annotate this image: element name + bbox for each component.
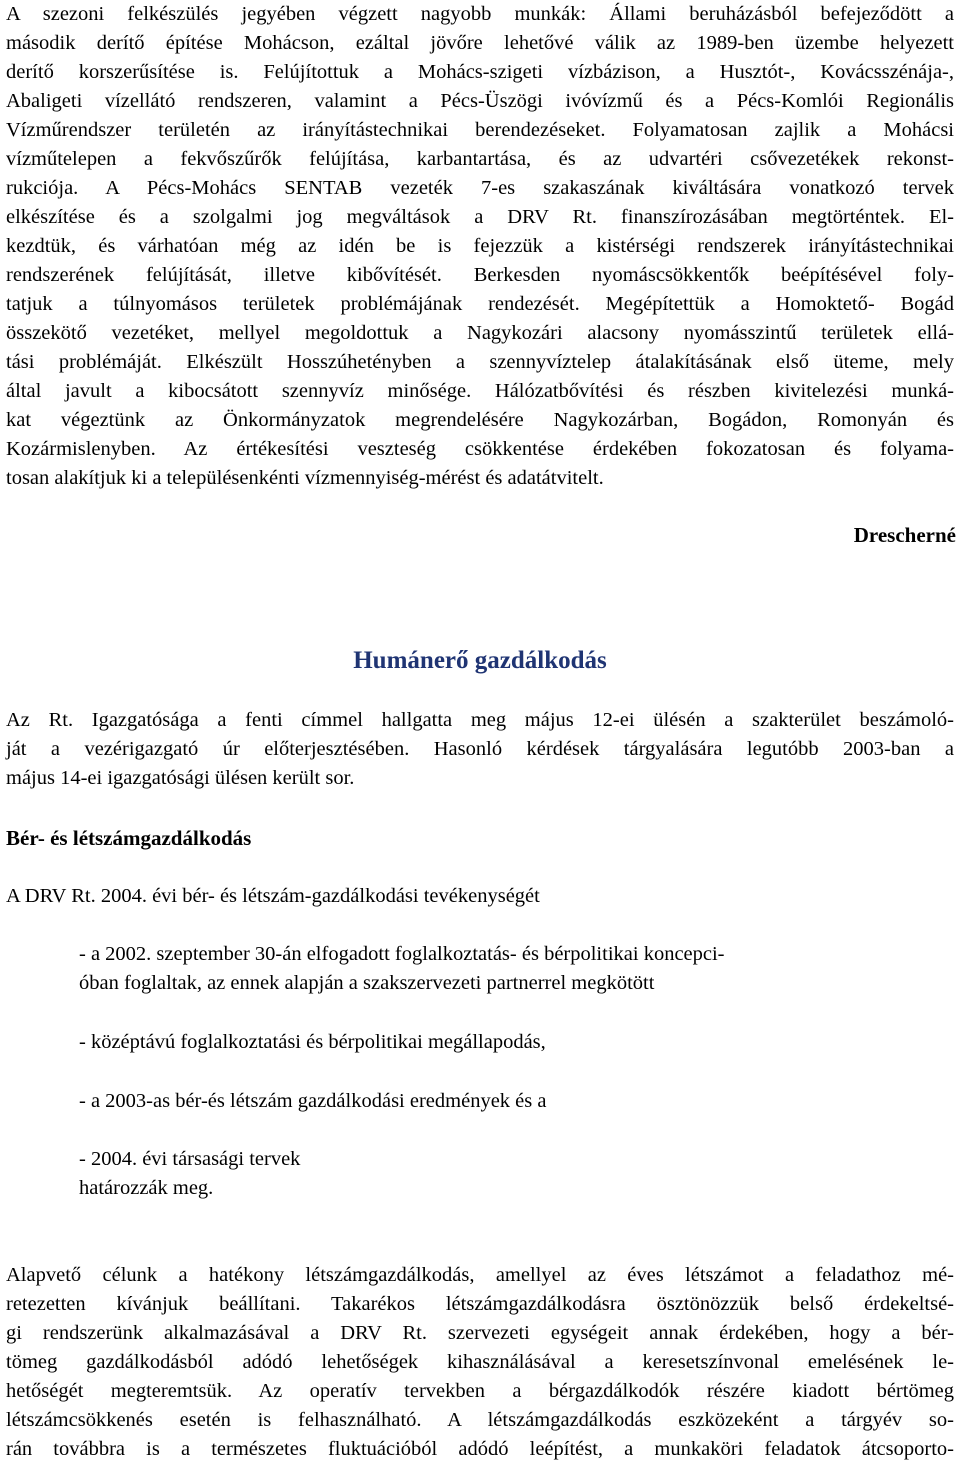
- text-line: rán továbbra is a természetes fluktuációból adódó leépítést, a munkaköri feladatok átcsoporto-: [6, 1438, 954, 1460]
- list-item-continuation: óban foglaltak, az ennek alapján a szakszervezeti partnerrel megkötött: [79, 972, 655, 994]
- subheading: Bér- és létszámgazdálkodás: [6, 826, 252, 850]
- paragraph-board-hearing: [6, 706, 954, 793]
- text-line: tási problémáját. Elkészült Hosszúhetényben a szennyvíztelep átalakításának első üteme, mely: [6, 351, 954, 373]
- text-line: rendszerének felújítását, illetve kibővítését. Berkesden nyomáscsökkentők beépítésével foly-: [6, 264, 954, 286]
- text-line: hetőségét megteremtsük. Az operatív tervekben a bérgazdálkodók részére kiadott bértömeg: [6, 1380, 954, 1402]
- list-item: - a 2002. szeptember 30-án elfogadott foglalkoztatás- és bérpolitikai koncepci-: [79, 943, 725, 965]
- list-item: - 2004. évi társasági tervek: [79, 1148, 301, 1170]
- text-line: által javult a kibocsátott szennyvíz minősége. Hálózatbővítési és részben kivitelezési munká-: [6, 380, 954, 402]
- text-line: tömeg gazdálkodásból adódó lehetőségek kihasználásával a keresetszínvonal emelésének le-: [6, 1351, 954, 1373]
- text-line: ját a vezérigazgató úr előterjesztésében. Hasonló kérdések tárgyalására legutóbb 2003-ban a: [6, 738, 954, 760]
- text-line: Az Rt. Igazgatósága a fenti címmel hallgatta meg május 12-ei ülésén a szakterület beszámoló-: [6, 709, 954, 731]
- list-item: - középtávú foglalkoztatási és bérpolitikai megállapodás,: [79, 1031, 546, 1053]
- text-line: rukciója. A Pécs-Mohács SENTAB vezeték 7-es szakaszának kiváltására vonatkozó tervek: [6, 177, 954, 199]
- text-line: kat végeztünk az Önkormányzatok megrendelésére Nagykozárban, Bogádon, Romonyán és: [6, 409, 954, 431]
- text-line: második derítő építése Mohácson, ezáltal jövőre lehetővé válik az 1989-ben üzembe helyezett: [6, 32, 954, 54]
- list-item: - a 2003-as bér-és létszám gazdálkodási eredmények és a: [79, 1090, 547, 1112]
- text-line: május 14-ei igazgatósági ülésen került sor.: [6, 767, 355, 789]
- text-line: létszámcsökkenés esetén is felhasználható. A létszámgazdálkodás eszközeként a tárgyév so-: [6, 1409, 954, 1431]
- text-line: A szezoni felkészülés jegyében végzett nagyobb munkák: Állami beruházásból befejeződött a: [6, 3, 954, 25]
- text-line: retezetten kívánjuk beállítani. Takarékos létszámgazdálkodásra ösztönözzük belső érdekeltsé-: [6, 1293, 954, 1315]
- text-line: derítő korszerűsítése is. Felújítottuk a Mohács-szigeti vízbázison, a Husztót-, Kovácsszénája-,: [6, 61, 954, 83]
- text-line: elkészítése és a szolgalmi jog megváltások a DRV Rt. finanszírozásában megtörténtek. El-: [6, 206, 954, 228]
- paragraph-headcount-management: [6, 1261, 954, 1464]
- paragraph-maintenance-works: [6, 0, 954, 493]
- author-signature: Drescherné: [853, 523, 956, 547]
- text-line: tosan alakítjuk ki a településenkénti vízmennyiség-mérést és adatátvitelt.: [6, 467, 604, 489]
- text-line: összekötő vezetéket, mellyel megoldottuk a Nagykozári alacsony nyomásszintű területek ellá-: [6, 322, 954, 344]
- text-line: Kozármislenyben. Az értékesítési veszteség csökkentése érdekében fokozatosan és folyama-: [6, 438, 954, 460]
- intro-line: A DRV Rt. 2004. évi bér- és létszám-gazdálkodási tevékenységét: [6, 885, 540, 907]
- text-line: tatjuk a túlnyomásos területek problémájának rendezését. Megépítettük a Homoktető- Bogád: [6, 293, 954, 315]
- section-title: Humánerő gazdálkodás: [353, 647, 607, 674]
- text-line: Abaligeti vízellátó rendszeren, valamint a Pécs-Üszögi ivóvízmű és a Pécs-Komlói Regionális: [6, 90, 954, 112]
- text-line: Vízműrendszer területén az irányítástechnikai berendezéseket. Folyamatosan zajlik a Mohácsi: [6, 119, 954, 141]
- text-line: vízműtelepen a fekvőszűrők felújítása, karbantartása, és az udvartéri csővezetékek rekonst-: [6, 148, 954, 170]
- text-line: gi rendszerünk alkalmazásával a DRV Rt. szervezeti egységeit annak érdekében, hogy a bér-: [6, 1322, 954, 1344]
- text-line: Alapvető célunk a hatékony létszámgazdálkodás, amellyel az éves létszámot a feladathoz mé-: [6, 1264, 954, 1286]
- text-line: kezdtük, és várhatóan még az idén be is fejezzük a kistérségi rendszerek irányítástechnikai: [6, 235, 954, 257]
- list-item-continuation: határozzák meg.: [79, 1177, 214, 1199]
